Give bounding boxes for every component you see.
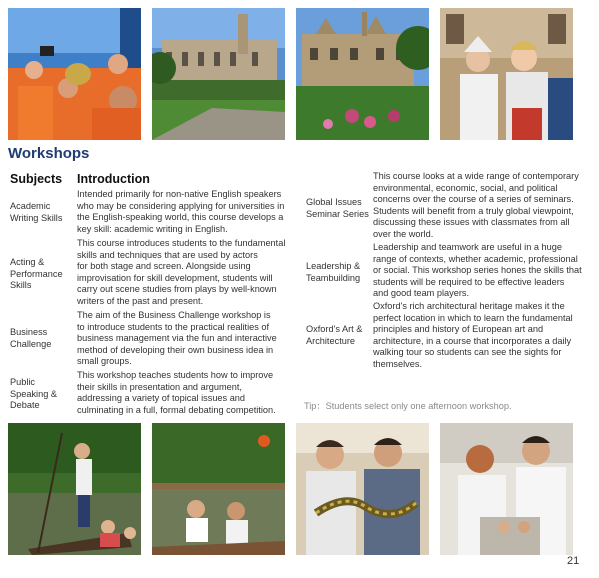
intro-business-challenge: The aim of the Business Challenge workshop is to introduce students to the practical realities of business management via the fun and interactive method of developing their own business idea in small groups. — [77, 310, 277, 366]
photo-students-with-mascots — [440, 8, 573, 140]
photo-punting-river — [8, 423, 141, 555]
intro-academic-writing: Intended primarily for non-native English speakers who may be considering applying for universities in the English-speaking world, this course develops a key skill: academic writing in English. — [77, 189, 285, 234]
section-title: Workshops — [8, 145, 90, 162]
photo-students-trophy — [8, 8, 141, 140]
subject-acting-performance: Acting & Performance Skills — [10, 257, 63, 290]
photo-punting-students — [152, 423, 285, 555]
subject-public-speaking: Public Speaking & Debate — [10, 377, 57, 410]
page-number: 21 — [567, 555, 580, 567]
photo-students-with-snake — [296, 423, 429, 555]
subjects-column-header: Subjects — [10, 172, 63, 186]
introduction-column-header: Introduction — [77, 172, 150, 186]
intro-acting-performance: This course introduces students to the fundamental skills and techniques that are used by actors for both stage and screen. Alongside using improvisation for skill development, students will carry out scene studies from plays by well-known writers of the past and present. — [77, 238, 286, 306]
subject-business-challenge: Business Challenge — [10, 327, 52, 349]
photo-college-garden — [296, 8, 429, 140]
subject-leadership-teambuilding: Leadership & Teambuilding — [306, 261, 361, 283]
intro-global-issues: This course looks at a wide range of contemporary environmental, economic, social, and political concerns over the course of a series of seminars. Students will benefit from a truly global viewpoint, discussing these issues with classmates from all over the world. — [373, 171, 579, 239]
intro-leadership-teambuilding: Leadership and teamwork are useful in a huge range of contexts, whether academic, professional or social. This workshop series hones the skills that students will be required to be effective leaders and good team players. — [373, 242, 582, 298]
subject-academic-writing: Academic Writing Skills — [10, 201, 63, 223]
photo-college-quad — [152, 8, 285, 140]
intro-public-speaking: This workshop teaches students how to improve their skills in presentation and argument, addressing a variety of topical issues and culminating in a full, formal debating competition. — [77, 370, 276, 415]
subject-oxford-art-architecture: Oxford's Art & Architecture — [306, 324, 363, 346]
intro-oxford-art-architecture: Oxford's rich architectural heritage makes it the perfect location in which to learn the fundamental principles and history of European art and architecture, in a course that incorporates a daily walking tour so students can see the sights for themselves. — [373, 301, 573, 369]
photo-students-lab-work — [440, 423, 573, 555]
subject-global-issues: Global Issues Seminar Series — [306, 197, 369, 219]
tip-note: Tip：Students select only one afternoon workshop. — [304, 401, 512, 411]
